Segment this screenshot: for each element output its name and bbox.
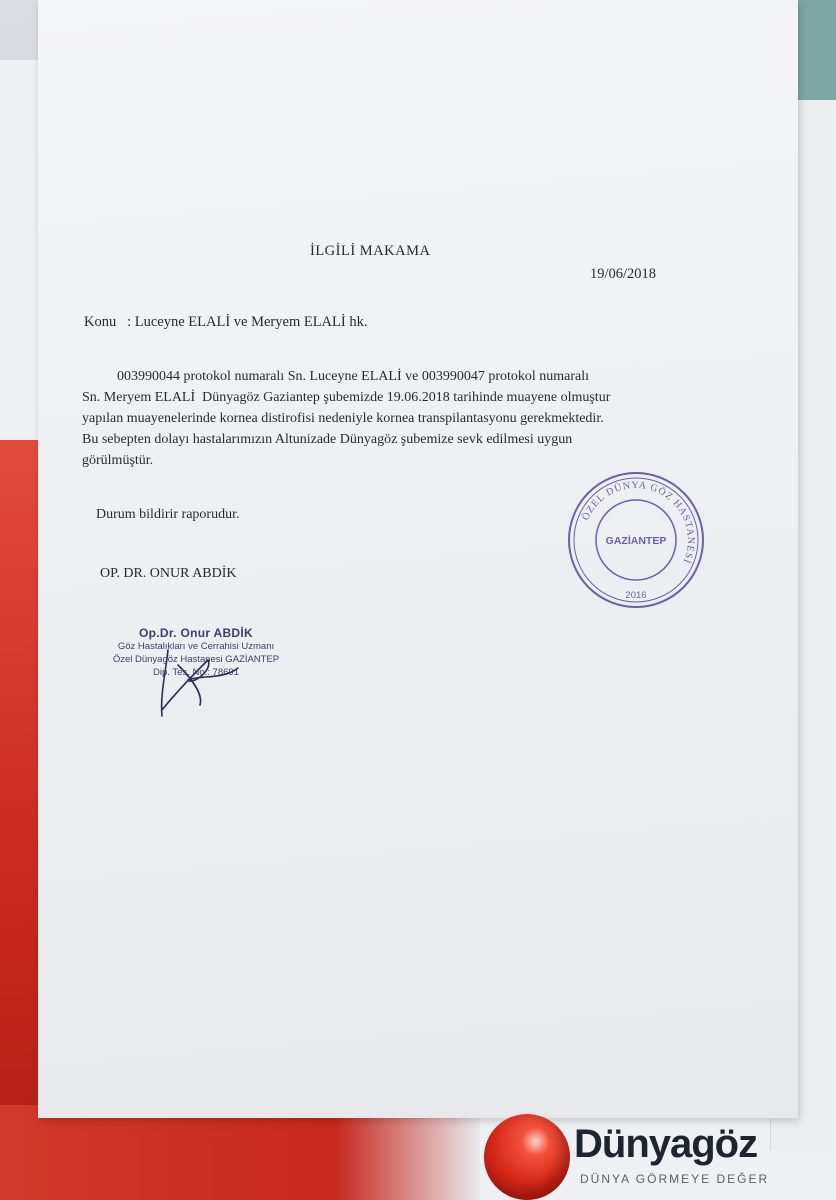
body-line: yapılan muayenelerinde kornea distirofisi nedeniyle kornea transpilantasyonu gerekmektedir.: [82, 411, 604, 426]
letter-body: [82, 366, 610, 471]
hospital-round-stamp: [565, 470, 707, 610]
brochure-red-bottom: [0, 1105, 480, 1200]
body-line: görülmüştür.: [82, 453, 154, 468]
letter-page: [38, 0, 798, 1118]
letter-date: 19/06/2018: [590, 266, 657, 282]
doctor-name: OP. DR. ONUR ABDİK: [100, 566, 237, 581]
letter-subject: Konu : Luceyne ELALİ ve Meryem ELALİ hk.: [84, 314, 368, 330]
body-line: 003990044 protokol numaralı Sn. Luceyne ELALİ ve 003990047 protokol numaralı: [82, 369, 590, 384]
stamp-line: Özel Dünyagöz Hastanesi GAZİANTEP: [112, 654, 280, 665]
background-edge: [796, 0, 836, 100]
status-line: Durum bildirir raporudur.: [96, 507, 240, 522]
body-line: Sn. Meryem ELALİ Dünyagöz Gaziantep şubemizde 19.06.2018 tarihinde muayene olmuştur: [82, 390, 611, 405]
logo-name: Dünyagöz: [574, 1122, 758, 1166]
stamp-ring-text: ÖZEL DÜNYA GÖZ HASTANESİ: [580, 479, 697, 566]
stamp-line: Göz Hastalıkları ve Cerrahisi Uzmanı: [117, 641, 275, 652]
stamp-center: GAZİANTEP: [605, 535, 667, 547]
dunyagoz-logo: [484, 1112, 824, 1200]
body-line: Bu sebepten dolayı hastalarımızın Altunizade Dünyagöz şubemize sevk edilmesi uygun: [82, 432, 573, 447]
stamp-year: 2016: [625, 590, 647, 601]
letter-title: İLGİLİ MAKAMA: [310, 243, 431, 259]
stamp-line: Dip. Tes. No.: 78691: [153, 667, 239, 678]
logo-ball-icon: [484, 1114, 570, 1200]
stamp-doctor-name: Op.Dr. Onur ABDİK: [139, 626, 253, 640]
handwritten-signature: [138, 640, 248, 720]
logo-tagline: DÜNYA GÖRMEYE DEĞER: [580, 1172, 770, 1186]
